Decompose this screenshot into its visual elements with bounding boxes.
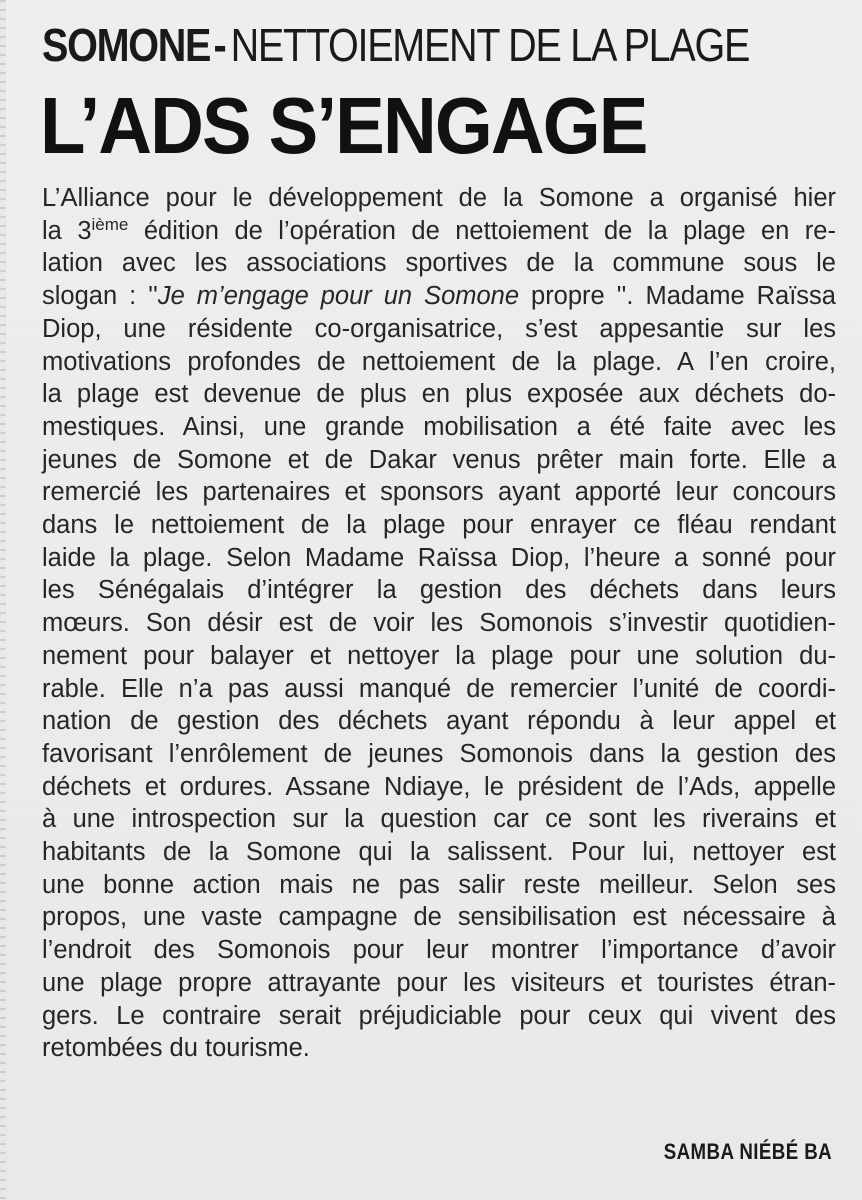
body-line: favorisant l’enrôlement de jeunes Somonois dans la gestion des	[42, 739, 836, 768]
slogan-quote: Je m’engage pour un Somone	[157, 282, 520, 311]
body-text-fragment: la 3	[42, 216, 92, 245]
body-line: motivations profondes de nettoiement de la plage. A l’en croire,	[42, 347, 836, 376]
kicker-separator: -	[213, 19, 226, 71]
body-text-fragment: slogan : ''	[42, 282, 158, 311]
author-byline: SAMBA NIÉBÉ BA	[663, 1139, 832, 1164]
body-line: lation avec les associations sportives de la commune sous le	[42, 249, 836, 278]
body-line: L’Alliance pour le développement de la Somone a organisé hier	[42, 184, 836, 212]
body-text-fragment: propre ''. Madame Raïssa	[519, 282, 836, 311]
body-line: mestiques. Ainsi, une grande mobilisation a été faite avec les	[42, 412, 836, 441]
body-line: déchets et ordures. Assane Ndiaye, le président de l’Ads, appelle	[42, 772, 836, 801]
body-line: à une introspection sur la question car ce sont les riverains et	[42, 805, 836, 834]
body-line	[42, 215, 836, 248]
column-rule	[0, 0, 6, 1200]
body-line: une bonne action mais ne pas salir reste meilleur. Selon ses	[42, 870, 836, 899]
kicker-topic: NETTOIEMENT DE LA PLAGE	[230, 19, 750, 71]
body-line: les Sénégalais d’intégrer la gestion des déchets dans leurs	[42, 576, 836, 605]
body-line: habitants de la Somone qui la salissent. Pour lui, nettoyer est	[42, 838, 836, 867]
body-text-fragment: édition de l’opération de nettoiement de la plage en re-	[128, 216, 836, 245]
body-line: nation de gestion des déchets ayant répondu à leur appel et	[42, 707, 836, 736]
body-line: remercié les partenaires et sponsors ayant apporté leur concours	[42, 478, 836, 507]
body-line: gers. Le contraire serait préjudiciable pour ceux qui vivent des	[42, 1001, 836, 1030]
article-kicker	[42, 14, 749, 76]
article-body	[42, 182, 836, 1065]
ordinal-superscript: ième	[91, 214, 129, 234]
body-line: jeunes de Somone et de Dakar venus prêter main forte. Elle a	[42, 445, 836, 474]
body-line: nement pour balayer et nettoyer la plage pour une solution du-	[42, 641, 836, 670]
body-line: la plage est devenue de plus en plus exposée aux déchets do-	[42, 380, 836, 409]
article-headline: L’ADS S’ENGAGE	[40, 81, 647, 170]
body-line: l’endroit des Somonois pour leur montrer l’importance d’avoir	[42, 936, 836, 965]
kicker-place: SOMONE	[42, 19, 211, 71]
body-line: dans le nettoiement de la plage pour enrayer ce fléau rendant	[42, 511, 836, 540]
body-line: Diop, une résidente co-organisatrice, s’est appesantie sur les	[42, 314, 836, 343]
body-line: rable. Elle n’a pas aussi manqué de remercier l’unité de coordi-	[42, 674, 836, 703]
body-line: retombées du tourisme.	[42, 1034, 310, 1063]
body-line: une plage propre attrayante pour les visiteurs et touristes étran-	[42, 968, 836, 997]
body-line: laide la plage. Selon Madame Raïssa Diop, l’heure a sonné pour	[42, 543, 836, 572]
body-line: propos, une vaste campagne de sensibilisation est nécessaire à	[42, 903, 836, 932]
body-line	[42, 280, 836, 313]
body-line: mœurs. Son désir est de voir les Somonois s’investir quotidien-	[42, 609, 836, 638]
